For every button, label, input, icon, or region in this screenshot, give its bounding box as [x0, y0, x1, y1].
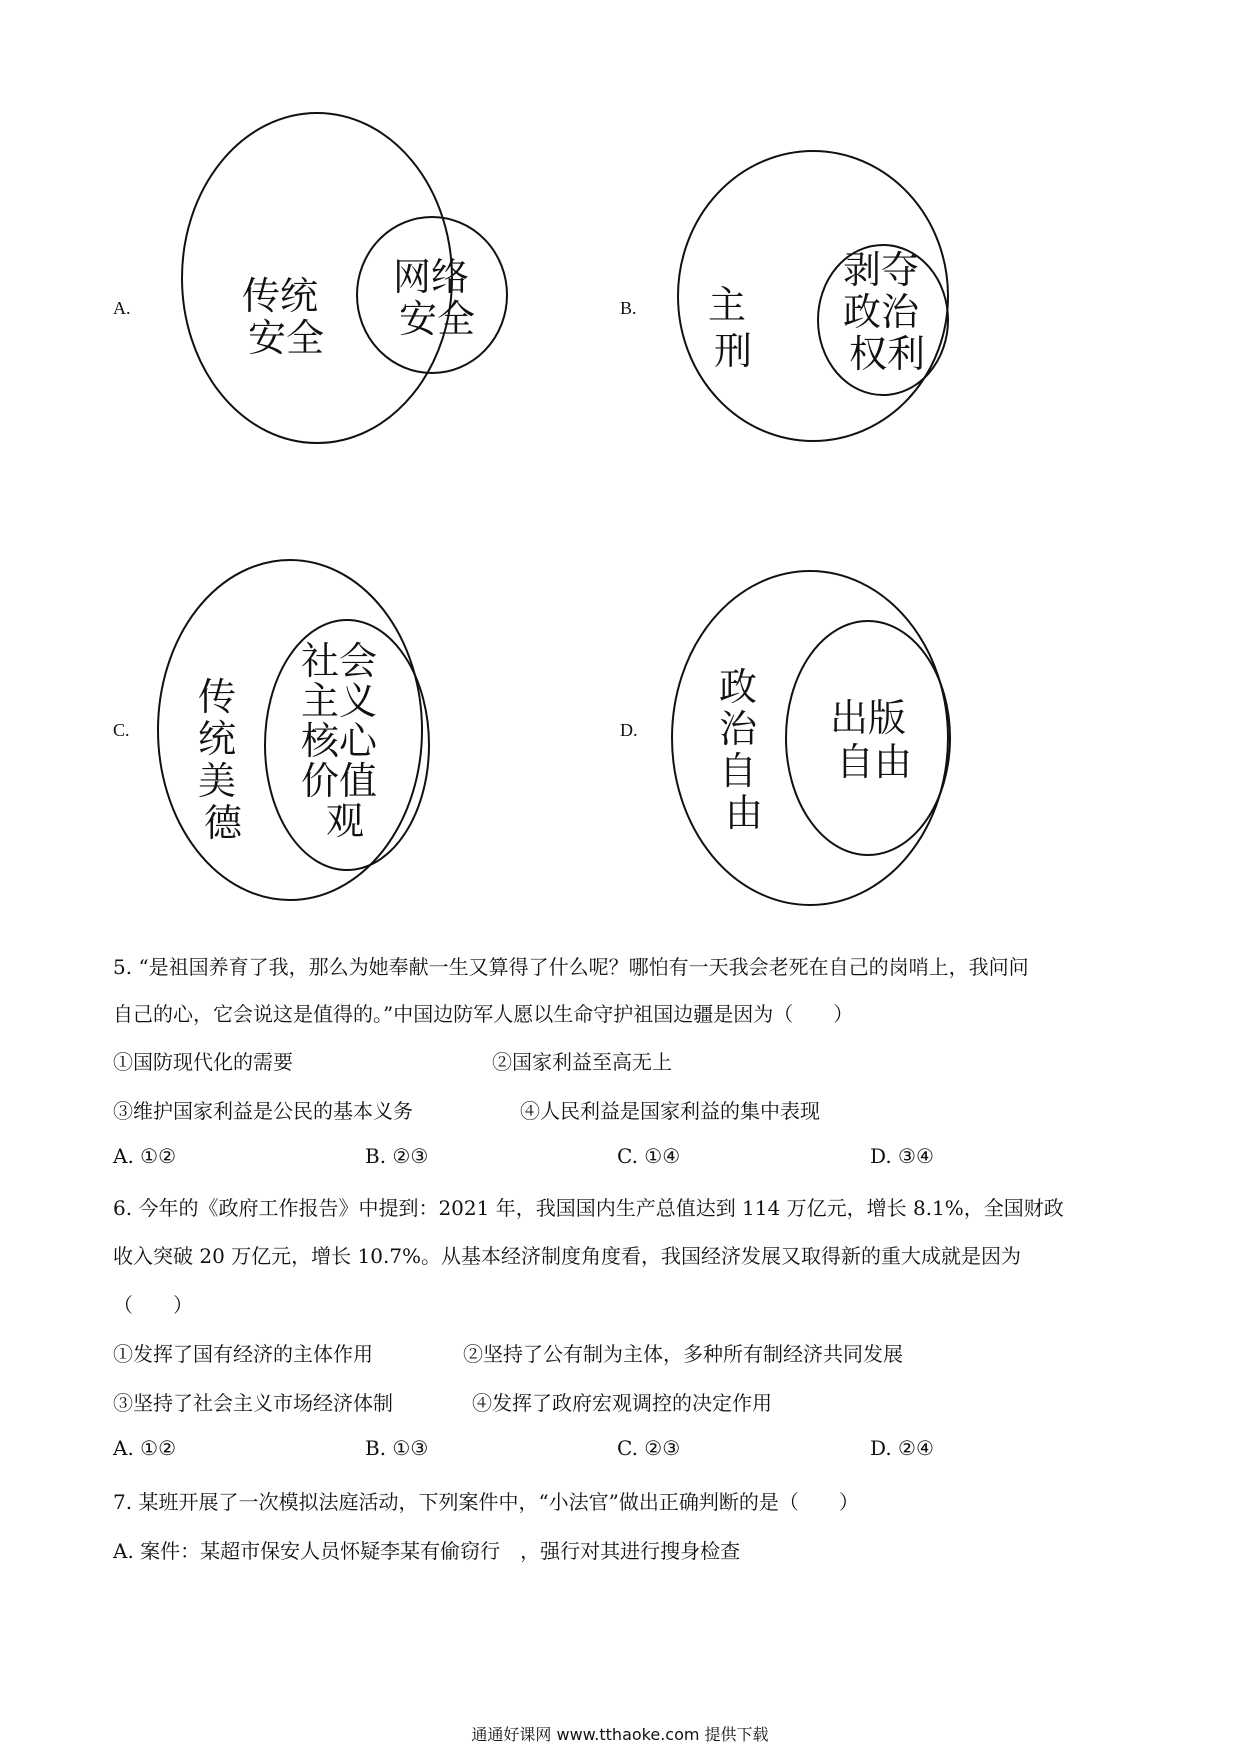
- question-5-choice-a: A. ①②: [113, 1144, 177, 1168]
- diagram-a: [182, 113, 507, 443]
- diagram-c-inner-line-4: 价值: [300, 759, 377, 803]
- diagram-c-inner-line-2: 主义: [300, 679, 377, 723]
- question-7-option-a: A. 案件：某超市保安人员怀疑李某有偷窃行 ，强行对其进行搜身检查: [113, 1539, 741, 1563]
- question-6-item-3: ③坚持了社会主义市场经济体制: [113, 1391, 393, 1415]
- question-5-choice-c: C. ①④: [617, 1144, 681, 1168]
- question-5-stem-line-1: 5. “是祖国养育了我，那么为她奉献一生又算得了什么呢？哪怕有一天我会老死在自己的岗哨上，我问问: [113, 955, 1029, 979]
- question-5-item-3: ③维护国家利益是公民的基本义务: [113, 1099, 413, 1123]
- diagram-d-outer-line-3: 自: [718, 749, 757, 793]
- diagram-d-inner-line-1: 出版: [829, 696, 906, 740]
- diagram-b-label: B.: [620, 298, 637, 318]
- question-6-stem-line-3: （ ）: [113, 1293, 193, 1317]
- question-6-choice-b: B. ①③: [365, 1436, 429, 1460]
- diagram-d: [672, 571, 950, 905]
- diagram-c-outer-line-2: 统: [197, 717, 236, 761]
- question-5-stem-line-2: 自己的心，它会说这是值得的。”中国边防军人愿以生命守护祖国边疆是因为（ ）: [113, 1002, 854, 1026]
- diagram-a-inner-line-2: 安全: [398, 297, 476, 341]
- footer-source: 通通好课网 www.tthaoke.com 提供下载: [471, 1725, 769, 1744]
- diagram-d-label: D.: [620, 720, 638, 740]
- question-5-choice-b: B. ②③: [365, 1144, 429, 1168]
- diagram-c-label: C.: [113, 720, 130, 740]
- diagram-c-outer-line-3: 美: [197, 759, 236, 803]
- diagram-c-inner-line-1: 社会: [300, 639, 377, 683]
- diagram-b-inner-line-1: 剥夺: [842, 248, 919, 292]
- svg-text:传 统 美 德: [198, 675, 248, 845]
- diagram-a-label: A.: [113, 298, 131, 318]
- diagram-a-outer-line-2: 安全: [247, 316, 325, 360]
- question-5-choice-d: D. ③④: [870, 1144, 934, 1168]
- diagram-c: [158, 560, 429, 900]
- question-5-item-1: ①国防现代化的需要: [113, 1050, 293, 1074]
- diagram-d-outer-line-1: 政: [718, 665, 757, 709]
- diagram-b-outer-line-2: 刑: [713, 329, 753, 373]
- question-6-item-4: ④发挥了政府宏观调控的决定作用: [472, 1391, 772, 1415]
- diagram-a-inner-line-1: 网络: [392, 255, 469, 299]
- question-5-item-2: ②国家利益至高无上: [492, 1050, 672, 1074]
- svg-text:社会 主义 核心 价值: [301, 639, 389, 843]
- svg-text:传统 安全: [242, 274, 330, 360]
- question-6-stem-line-2: 收入突破 20 万亿元，增长 10.7%。从基本经济制度角度看，我国经济发展又取得新的重大成就是因为: [113, 1244, 1022, 1268]
- svg-text:剥夺 政治 权利: [843, 248, 931, 376]
- diagram-a-outer-line-1: 传统: [241, 274, 318, 318]
- diagram-b: [678, 151, 948, 441]
- diagram-b-inner-line-3: 权利: [848, 332, 926, 376]
- question-7-stem: 7. 某班开展了一次模拟法庭活动，下列案件中，“小法官”做出正确判断的是（ ）: [113, 1490, 859, 1514]
- question-6-item-2: ②坚持了公有制为主体，多种所有制经济共同发展: [463, 1342, 903, 1366]
- svg-text:出版 自由: [830, 696, 918, 784]
- question-5-item-4: ④人民利益是国家利益的集中表现: [520, 1099, 820, 1123]
- diagram-c-outer-line-1: 传: [197, 675, 236, 719]
- question-6-stem-line-1: 6. 今年的《政府工作报告》中提到：2021 年，我国国内生产总值达到 114 万亿元，增长 8.1%，全国财政: [113, 1196, 1064, 1220]
- question-6-choice-a: A. ①②: [113, 1436, 177, 1460]
- diagram-d-outer-line-2: 治: [718, 707, 757, 751]
- svg-text:政 治 自 由: [719, 665, 769, 835]
- diagram-d-outer-line-4: 由: [724, 791, 764, 835]
- diagram-c-inner-line-5: 观: [325, 799, 365, 843]
- diagram-d-inner-line-2: 自由: [835, 740, 913, 784]
- diagram-c-outer-line-4: 德: [203, 801, 243, 845]
- question-6-choice-c: C. ②③: [617, 1436, 681, 1460]
- question-6-item-1: ①发挥了国有经济的主体作用: [113, 1342, 373, 1366]
- diagram-b-outer-line-1: 主: [707, 283, 746, 327]
- svg-text:主 刑: [708, 283, 758, 373]
- question-6-choice-d: D. ②④: [870, 1436, 934, 1460]
- diagram-b-inner-line-2: 政治: [842, 290, 919, 334]
- diagram-c-inner-line-3: 核心: [300, 719, 377, 763]
- svg-text:网络 安全: [393, 255, 481, 341]
